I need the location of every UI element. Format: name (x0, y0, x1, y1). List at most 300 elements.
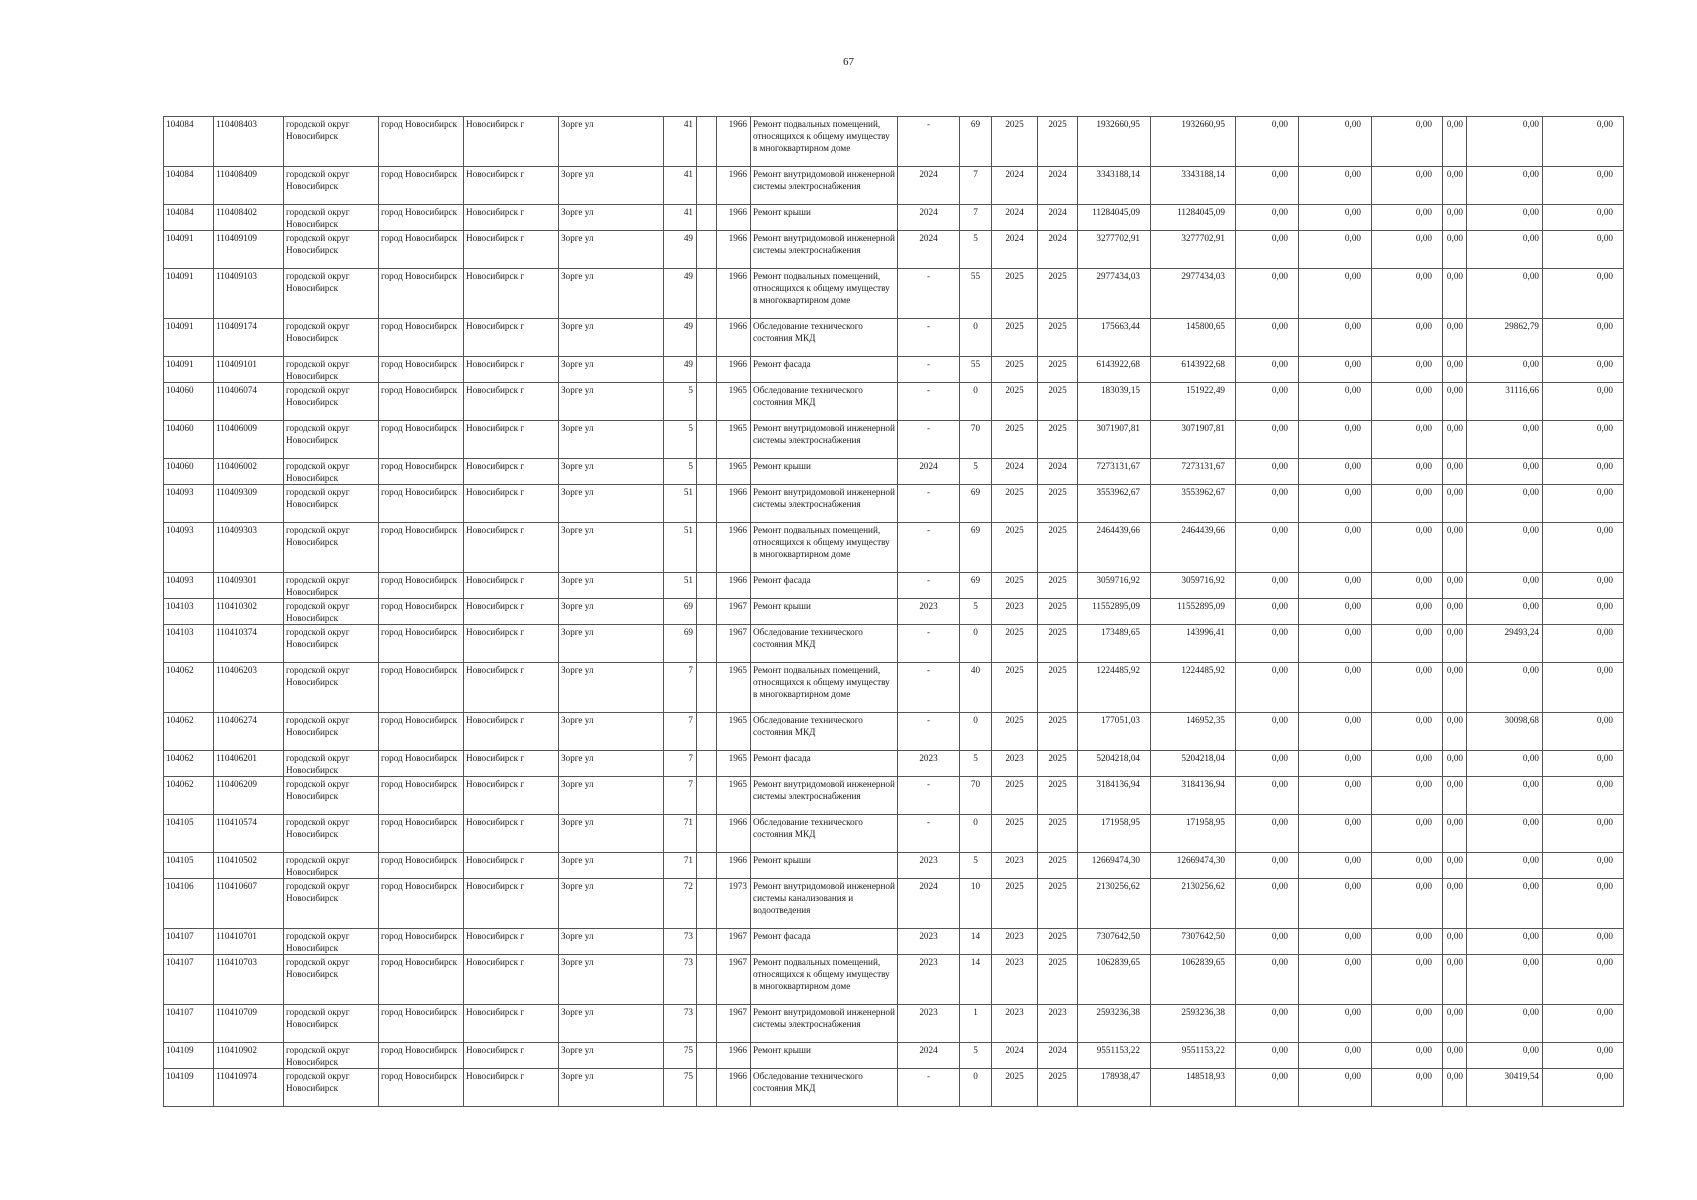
cell-end-year: 2025 (1038, 751, 1078, 777)
cell-value-6: 0,00 (1543, 599, 1624, 625)
cell-district: городской округ Новосибирск (284, 485, 379, 523)
cell-locality: Новосибирск г (464, 231, 559, 269)
cell-value-5: 0,00 (1467, 853, 1543, 879)
cell-start-year: 2025 (992, 357, 1038, 383)
cell-house: 69 (664, 599, 697, 625)
cell-value-2: 0,00 (1299, 523, 1372, 573)
cell-city: город Новосибирск (379, 269, 464, 319)
cell-empty (697, 319, 717, 357)
cell-wear: 0 (960, 383, 992, 421)
cell-value-2: 0,00 (1299, 955, 1372, 1005)
cell-building-id: 104107 (164, 955, 214, 1005)
cell-value-4: 0,00 (1443, 383, 1467, 421)
cell-empty (697, 269, 717, 319)
cell-build-year: 1967 (717, 599, 751, 625)
cell-value-3: 0,00 (1372, 383, 1443, 421)
cell-work-id: 110406201 (214, 751, 284, 777)
cell-work-type: Ремонт подвальных помещений, относящихся к общему имуществу в многоквартирном доме (751, 523, 898, 573)
cell-city: город Новосибирск (379, 815, 464, 853)
cell-building-id: 104107 (164, 1005, 214, 1043)
cell-value-4: 0,00 (1443, 663, 1467, 713)
cell-building-id: 104084 (164, 205, 214, 231)
cell-work-type: Обследование технического состояния МКД (751, 1069, 898, 1107)
cell-build-year: 1966 (717, 269, 751, 319)
cell-street: Зорге ул (559, 815, 664, 853)
cell-empty (697, 485, 717, 523)
cell-total-cost: 3059716,92 (1078, 573, 1151, 599)
cell-locality: Новосибирск г (464, 421, 559, 459)
cell-work-id: 110409103 (214, 269, 284, 319)
cell-work-id: 110406009 (214, 421, 284, 459)
cell-work-id: 110408403 (214, 117, 284, 167)
cell-work-type: Ремонт фасада (751, 751, 898, 777)
cell-total-cost: 2130256,62 (1078, 879, 1151, 929)
cell-empty (697, 777, 717, 815)
cell-value-4: 0,00 (1443, 929, 1467, 955)
cell-value-1: 0,00 (1236, 1069, 1299, 1107)
cell-value-6: 0,00 (1543, 815, 1624, 853)
cell-work-id: 110410302 (214, 599, 284, 625)
cell-work-type: Ремонт крыши (751, 599, 898, 625)
cell-start-year: 2025 (992, 117, 1038, 167)
table-row (164, 1069, 1624, 1107)
cell-value-3: 0,00 (1372, 751, 1443, 777)
cell-value-5: 29862,79 (1467, 319, 1543, 357)
cell-value-5: 0,00 (1467, 459, 1543, 485)
cell-district: городской округ Новосибирск (284, 1043, 379, 1069)
cell-total-cost: 178938,47 (1078, 1069, 1151, 1107)
cell-value-3: 0,00 (1372, 879, 1443, 929)
cell-street: Зорге ул (559, 1043, 664, 1069)
cell-work-id: 110409309 (214, 485, 284, 523)
cell-end-year: 2025 (1038, 663, 1078, 713)
cell-fund-cost: 148518,93 (1151, 1069, 1236, 1107)
cell-work-id: 110409109 (214, 231, 284, 269)
cell-build-year: 1966 (717, 1043, 751, 1069)
cell-locality: Новосибирск г (464, 573, 559, 599)
cell-locality: Новосибирск г (464, 599, 559, 625)
cell-end-year: 2024 (1038, 459, 1078, 485)
cell-fund-cost: 145800,65 (1151, 319, 1236, 357)
cell-value-3: 0,00 (1372, 573, 1443, 599)
cell-start-year: 2024 (992, 231, 1038, 269)
cell-building-id: 104091 (164, 357, 214, 383)
cell-city: город Новосибирск (379, 625, 464, 663)
cell-value-1: 0,00 (1236, 357, 1299, 383)
cell-work-type: Ремонт внутридомовой инженерной системы электроснабжения (751, 231, 898, 269)
cell-street: Зорге ул (559, 523, 664, 573)
cell-value-4: 0,00 (1443, 751, 1467, 777)
cell-build-year: 1966 (717, 357, 751, 383)
table-row (164, 573, 1624, 599)
cell-street: Зорге ул (559, 929, 664, 955)
cell-value-6: 0,00 (1543, 459, 1624, 485)
cell-city: город Новосибирск (379, 421, 464, 459)
cell-total-cost: 2977434,03 (1078, 269, 1151, 319)
cell-building-id: 104062 (164, 777, 214, 815)
cell-value-2: 0,00 (1299, 205, 1372, 231)
cell-wear: 55 (960, 357, 992, 383)
cell-locality: Новосибирск г (464, 383, 559, 421)
cell-street: Зорге ул (559, 599, 664, 625)
cell-plan-year: 2024 (898, 231, 960, 269)
cell-value-3: 0,00 (1372, 713, 1443, 751)
cell-start-year: 2024 (992, 459, 1038, 485)
cell-street: Зорге ул (559, 269, 664, 319)
cell-value-2: 0,00 (1299, 663, 1372, 713)
cell-value-4: 0,00 (1443, 231, 1467, 269)
cell-district: городской округ Новосибирск (284, 777, 379, 815)
cell-fund-cost: 146952,35 (1151, 713, 1236, 751)
cell-value-1: 0,00 (1236, 853, 1299, 879)
table-row (164, 625, 1624, 663)
cell-total-cost: 2593236,38 (1078, 1005, 1151, 1043)
cell-value-1: 0,00 (1236, 383, 1299, 421)
cell-end-year: 2024 (1038, 231, 1078, 269)
cell-start-year: 2025 (992, 879, 1038, 929)
cell-value-5: 0,00 (1467, 1005, 1543, 1043)
cell-value-6: 0,00 (1543, 879, 1624, 929)
cell-plan-year: - (898, 421, 960, 459)
cell-value-1: 0,00 (1236, 573, 1299, 599)
cell-start-year: 2025 (992, 523, 1038, 573)
cell-plan-year: - (898, 713, 960, 751)
cell-value-3: 0,00 (1372, 853, 1443, 879)
cell-work-type: Обследование технического состояния МКД (751, 319, 898, 357)
cell-district: городской округ Новосибирск (284, 167, 379, 205)
cell-city: город Новосибирск (379, 1005, 464, 1043)
cell-value-3: 0,00 (1372, 815, 1443, 853)
cell-house: 5 (664, 383, 697, 421)
cell-empty (697, 231, 717, 269)
cell-building-id: 104093 (164, 485, 214, 523)
cell-fund-cost: 3059716,92 (1151, 573, 1236, 599)
cell-total-cost: 173489,65 (1078, 625, 1151, 663)
cell-value-3: 0,00 (1372, 599, 1443, 625)
cell-empty (697, 815, 717, 853)
cell-house: 7 (664, 777, 697, 815)
cell-district: городской округ Новосибирск (284, 459, 379, 485)
cell-locality: Новосибирск г (464, 777, 559, 815)
cell-work-id: 110406203 (214, 663, 284, 713)
cell-wear: 0 (960, 319, 992, 357)
cell-value-4: 0,00 (1443, 421, 1467, 459)
cell-wear: 69 (960, 117, 992, 167)
cell-street: Зорге ул (559, 573, 664, 599)
cell-value-1: 0,00 (1236, 663, 1299, 713)
cell-wear: 0 (960, 1069, 992, 1107)
cell-end-year: 2025 (1038, 929, 1078, 955)
cell-end-year: 2025 (1038, 955, 1078, 1005)
cell-locality: Новосибирск г (464, 117, 559, 167)
cell-work-type: Ремонт крыши (751, 459, 898, 485)
cell-total-cost: 177051,03 (1078, 713, 1151, 751)
cell-work-id: 110406002 (214, 459, 284, 485)
cell-value-2: 0,00 (1299, 1069, 1372, 1107)
cell-value-5: 0,00 (1467, 663, 1543, 713)
cell-plan-year: 2024 (898, 167, 960, 205)
cell-value-4: 0,00 (1443, 269, 1467, 319)
cell-plan-year: 2023 (898, 599, 960, 625)
cell-value-3: 0,00 (1372, 459, 1443, 485)
cell-total-cost: 3343188,14 (1078, 167, 1151, 205)
cell-value-2: 0,00 (1299, 879, 1372, 929)
cell-house: 73 (664, 1005, 697, 1043)
cell-wear: 1 (960, 1005, 992, 1043)
cell-house: 49 (664, 357, 697, 383)
table-row (164, 421, 1624, 459)
cell-work-type: Ремонт подвальных помещений, относящихся к общему имуществу в многоквартирном доме (751, 955, 898, 1005)
cell-value-4: 0,00 (1443, 357, 1467, 383)
cell-total-cost: 1062839,65 (1078, 955, 1151, 1005)
cell-start-year: 2025 (992, 269, 1038, 319)
table-row (164, 459, 1624, 485)
cell-value-3: 0,00 (1372, 1069, 1443, 1107)
cell-end-year: 2025 (1038, 815, 1078, 853)
cell-value-2: 0,00 (1299, 777, 1372, 815)
cell-fund-cost: 3343188,14 (1151, 167, 1236, 205)
cell-house: 49 (664, 269, 697, 319)
cell-value-5: 0,00 (1467, 269, 1543, 319)
cell-work-id: 110409101 (214, 357, 284, 383)
cell-value-4: 0,00 (1443, 599, 1467, 625)
cell-value-1: 0,00 (1236, 777, 1299, 815)
table-row (164, 751, 1624, 777)
cell-value-1: 0,00 (1236, 879, 1299, 929)
cell-value-3: 0,00 (1372, 777, 1443, 815)
cell-street: Зорге ул (559, 955, 664, 1005)
cell-building-id: 104093 (164, 523, 214, 573)
cell-empty (697, 117, 717, 167)
cell-start-year: 2025 (992, 815, 1038, 853)
cell-value-6: 0,00 (1543, 625, 1624, 663)
cell-build-year: 1965 (717, 459, 751, 485)
cell-total-cost: 3184136,94 (1078, 777, 1151, 815)
cell-city: город Новосибирск (379, 319, 464, 357)
cell-work-type: Ремонт внутридомовой инженерной системы электроснабжения (751, 421, 898, 459)
cell-value-5: 31116,66 (1467, 383, 1543, 421)
cell-value-4: 0,00 (1443, 205, 1467, 231)
cell-house: 51 (664, 523, 697, 573)
cell-value-6: 0,00 (1543, 205, 1624, 231)
cell-value-5: 29493,24 (1467, 625, 1543, 663)
cell-end-year: 2024 (1038, 205, 1078, 231)
cell-value-2: 0,00 (1299, 853, 1372, 879)
table-row (164, 1005, 1624, 1043)
cell-value-3: 0,00 (1372, 231, 1443, 269)
cell-value-2: 0,00 (1299, 485, 1372, 523)
cell-work-id: 110406274 (214, 713, 284, 751)
cell-wear: 40 (960, 663, 992, 713)
cell-work-type: Ремонт крыши (751, 1043, 898, 1069)
cell-total-cost: 6143922,68 (1078, 357, 1151, 383)
cell-empty (697, 421, 717, 459)
cell-street: Зорге ул (559, 879, 664, 929)
cell-value-6: 0,00 (1543, 269, 1624, 319)
cell-street: Зорге ул (559, 167, 664, 205)
cell-street: Зорге ул (559, 319, 664, 357)
cell-value-6: 0,00 (1543, 1069, 1624, 1107)
cell-house: 71 (664, 853, 697, 879)
cell-house: 75 (664, 1043, 697, 1069)
cell-build-year: 1965 (717, 751, 751, 777)
cell-city: город Новосибирск (379, 713, 464, 751)
page-number: 67 (843, 56, 854, 68)
cell-city: город Новосибирск (379, 523, 464, 573)
cell-building-id: 104091 (164, 319, 214, 357)
cell-value-4: 0,00 (1443, 955, 1467, 1005)
cell-value-6: 0,00 (1543, 231, 1624, 269)
cell-house: 41 (664, 117, 697, 167)
cell-building-id: 104084 (164, 117, 214, 167)
cell-wear: 5 (960, 853, 992, 879)
cell-value-4: 0,00 (1443, 815, 1467, 853)
cell-value-3: 0,00 (1372, 167, 1443, 205)
cell-total-cost: 1932660,95 (1078, 117, 1151, 167)
cell-value-1: 0,00 (1236, 421, 1299, 459)
cell-house: 41 (664, 167, 697, 205)
cell-street: Зорге ул (559, 383, 664, 421)
cell-build-year: 1966 (717, 485, 751, 523)
cell-wear: 70 (960, 777, 992, 815)
cell-locality: Новосибирск г (464, 1005, 559, 1043)
cell-total-cost: 11552895,09 (1078, 599, 1151, 625)
cell-start-year: 2023 (992, 599, 1038, 625)
cell-end-year: 2025 (1038, 485, 1078, 523)
cell-value-5: 0,00 (1467, 205, 1543, 231)
cell-work-type: Ремонт фасада (751, 929, 898, 955)
cell-city: город Новосибирск (379, 853, 464, 879)
cell-fund-cost: 1932660,95 (1151, 117, 1236, 167)
cell-value-4: 0,00 (1443, 485, 1467, 523)
cell-value-6: 0,00 (1543, 1043, 1624, 1069)
cell-building-id: 104109 (164, 1043, 214, 1069)
cell-fund-cost: 2977434,03 (1151, 269, 1236, 319)
cell-locality: Новосибирск г (464, 485, 559, 523)
cell-value-5: 0,00 (1467, 815, 1543, 853)
cell-fund-cost: 12669474,30 (1151, 853, 1236, 879)
cell-build-year: 1966 (717, 205, 751, 231)
cell-total-cost: 171958,95 (1078, 815, 1151, 853)
cell-plan-year: - (898, 383, 960, 421)
cell-end-year: 2024 (1038, 1043, 1078, 1069)
cell-wear: 14 (960, 929, 992, 955)
cell-build-year: 1966 (717, 815, 751, 853)
cell-value-3: 0,00 (1372, 929, 1443, 955)
cell-work-id: 110410607 (214, 879, 284, 929)
cell-value-6: 0,00 (1543, 421, 1624, 459)
cell-city: город Новосибирск (379, 573, 464, 599)
cell-wear: 70 (960, 421, 992, 459)
cell-value-1: 0,00 (1236, 955, 1299, 1005)
cell-empty (697, 625, 717, 663)
cell-value-1: 0,00 (1236, 599, 1299, 625)
cell-house: 73 (664, 929, 697, 955)
cell-value-5: 0,00 (1467, 421, 1543, 459)
cell-plan-year: - (898, 523, 960, 573)
cell-value-2: 0,00 (1299, 713, 1372, 751)
cell-value-1: 0,00 (1236, 485, 1299, 523)
cell-start-year: 2025 (992, 777, 1038, 815)
cell-locality: Новосибирск г (464, 625, 559, 663)
cell-locality: Новосибирск г (464, 357, 559, 383)
cell-total-cost: 7307642,50 (1078, 929, 1151, 955)
cell-value-6: 0,00 (1543, 117, 1624, 167)
cell-city: город Новосибирск (379, 485, 464, 523)
table-row (164, 485, 1624, 523)
cell-house: 7 (664, 751, 697, 777)
cell-empty (697, 599, 717, 625)
cell-value-6: 0,00 (1543, 777, 1624, 815)
cell-fund-cost: 1224485,92 (1151, 663, 1236, 713)
cell-build-year: 1966 (717, 1069, 751, 1107)
cell-work-type: Ремонт подвальных помещений, относящихся к общему имуществу в многоквартирном доме (751, 269, 898, 319)
cell-end-year: 2025 (1038, 269, 1078, 319)
cell-fund-cost: 151922,49 (1151, 383, 1236, 421)
cell-value-2: 0,00 (1299, 357, 1372, 383)
cell-building-id: 104091 (164, 231, 214, 269)
cell-district: городской округ Новосибирск (284, 599, 379, 625)
cell-work-id: 110410374 (214, 625, 284, 663)
cell-work-id: 110410574 (214, 815, 284, 853)
cell-fund-cost: 7273131,67 (1151, 459, 1236, 485)
cell-locality: Новосибирск г (464, 815, 559, 853)
cell-district: городской округ Новосибирск (284, 205, 379, 231)
cell-district: городской округ Новосибирск (284, 319, 379, 357)
cell-value-5: 0,00 (1467, 599, 1543, 625)
cell-district: городской округ Новосибирск (284, 421, 379, 459)
cell-building-id: 104093 (164, 573, 214, 599)
cell-value-5: 0,00 (1467, 231, 1543, 269)
cell-value-3: 0,00 (1372, 269, 1443, 319)
cell-value-4: 0,00 (1443, 117, 1467, 167)
cell-value-3: 0,00 (1372, 485, 1443, 523)
cell-value-1: 0,00 (1236, 815, 1299, 853)
cell-fund-cost: 1062839,65 (1151, 955, 1236, 1005)
cell-value-6: 0,00 (1543, 357, 1624, 383)
cell-value-4: 0,00 (1443, 625, 1467, 663)
cell-value-1: 0,00 (1236, 205, 1299, 231)
cell-fund-cost: 5204218,04 (1151, 751, 1236, 777)
cell-locality: Новосибирск г (464, 955, 559, 1005)
cell-value-5: 30098,68 (1467, 713, 1543, 751)
cell-value-1: 0,00 (1236, 117, 1299, 167)
cell-plan-year: - (898, 269, 960, 319)
cell-value-3: 0,00 (1372, 523, 1443, 573)
cell-value-3: 0,00 (1372, 357, 1443, 383)
cell-empty (697, 1005, 717, 1043)
cell-value-4: 0,00 (1443, 167, 1467, 205)
cell-value-1: 0,00 (1236, 751, 1299, 777)
cell-plan-year: - (898, 573, 960, 599)
cell-locality: Новосибирск г (464, 1069, 559, 1107)
cell-locality: Новосибирск г (464, 929, 559, 955)
cell-house: 73 (664, 955, 697, 1005)
cell-empty (697, 853, 717, 879)
cell-value-1: 0,00 (1236, 929, 1299, 955)
cell-value-6: 0,00 (1543, 929, 1624, 955)
cell-start-year: 2025 (992, 625, 1038, 663)
table-row (164, 879, 1624, 929)
cell-wear: 55 (960, 269, 992, 319)
cell-city: город Новосибирск (379, 117, 464, 167)
cell-house: 75 (664, 1069, 697, 1107)
cell-wear: 0 (960, 625, 992, 663)
cell-building-id: 104103 (164, 599, 214, 625)
cell-work-id: 110410902 (214, 1043, 284, 1069)
cell-street: Зорге ул (559, 853, 664, 879)
cell-value-1: 0,00 (1236, 1005, 1299, 1043)
